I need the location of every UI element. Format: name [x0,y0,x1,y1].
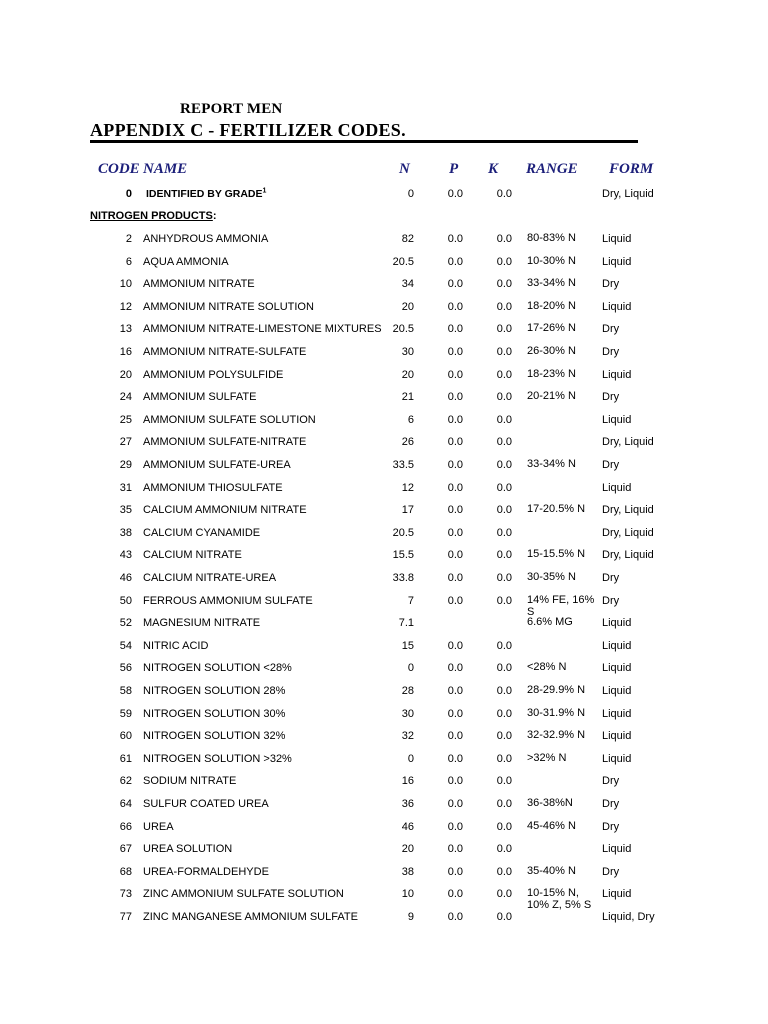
row-p: 0.0 [447,323,463,335]
row-k: 0.0 [496,685,512,697]
row-name: AMMONIUM NITRATE-LIMESTONE MIXTURES [143,323,382,335]
row-name: NITROGEN SOLUTION >32% [143,753,292,765]
row-form: Liquid [602,256,632,268]
row-form: Liquid [602,730,632,742]
row-k: 0.0 [496,595,512,607]
row-name: NITRIC ACID [143,640,209,652]
row-form: Liquid, Dry [602,911,655,923]
row-form: Dry [602,459,620,471]
row-form: Liquid [602,482,632,494]
row-n: 20.5 [392,323,414,335]
row-n: 21 [401,391,414,403]
table-row [0,865,768,885]
row-p: 0.0 [447,369,463,381]
row-k: 0.0 [496,346,512,358]
row-range: 18-23% N [527,368,576,380]
table-row [0,684,768,704]
column-header-range: RANGE [526,161,578,177]
row-p: 0.0 [447,233,463,245]
row-k: 0.0 [496,527,512,539]
table-row [0,277,768,297]
row-form: Dry [602,346,620,358]
row-n: 46 [401,821,414,833]
table-row [0,797,768,817]
row-p: 0.0 [447,436,463,448]
row-n: 33.8 [392,572,414,584]
row-k: 0.0 [496,798,512,810]
row-name: CALCIUM NITRATE-UREA [143,572,277,584]
table-row [0,413,768,433]
row-name: ANHYDROUS AMMONIA [143,233,269,245]
row-name: AMMONIUM SULFATE-NITRATE [143,436,307,448]
row-n: 12 [401,482,414,494]
row-n: 17 [401,504,414,516]
row-name: AMMONIUM SULFATE SOLUTION [143,414,316,426]
table-row [0,594,768,618]
row-name: CALCIUM CYANAMIDE [143,527,261,539]
row-name: SULFUR COATED UREA [143,798,269,810]
row-n: 15.5 [392,549,414,561]
row-range: 17-26% N [527,322,576,334]
row-n: 30 [401,346,414,358]
table-row [0,368,768,388]
row-k: 0.0 [496,504,512,516]
row-form: Liquid [602,888,632,900]
row-k: 0.0 [496,369,512,381]
row-code: 54 [119,640,132,652]
row-p: 0.0 [447,798,463,810]
table-row [0,503,768,523]
row-form: Dry [602,278,620,290]
row-n: 33.5 [392,459,414,471]
row-n: 7 [407,595,414,607]
row-k: 0.0 [496,256,512,268]
row-form: Dry, Liquid [602,504,654,516]
row-code: 27 [119,436,132,448]
footnote-marker: 1 [262,187,267,195]
row-range: 45-46% N [527,820,576,832]
row-name: AMMONIUM SULFATE-UREA [143,459,291,471]
row-range: 18-20% N [527,300,576,312]
table-row [0,661,768,681]
row-code: 56 [119,662,132,674]
row-p: 0.0 [447,730,463,742]
row-name: ZINC AMMONIUM SULFATE SOLUTION [143,888,344,900]
table-row [0,458,768,478]
row-k: 0.0 [496,572,512,584]
row-k: 0.0 [496,301,512,313]
row-n: 36 [401,798,414,810]
row-k: 0.0 [496,866,512,878]
row-k: 0.0 [496,708,512,720]
row-n: 10 [401,888,414,900]
row-p: 0.0 [447,346,463,358]
row-n: 20 [401,843,414,855]
table-row [0,548,768,568]
row-p: 0.0 [447,459,463,471]
row-code: 67 [119,843,132,855]
row-p: 0.0 [447,301,463,313]
row-k: 0.0 [496,775,512,787]
row-name: AMMONIUM NITRATE SOLUTION [143,301,314,313]
row-n: 34 [401,278,414,290]
row-code: 24 [119,391,132,403]
row-p: 0.0 [447,775,463,787]
row-code: 66 [119,821,132,833]
row-p: 0.0 [447,256,463,268]
row-code: 6 [125,256,132,268]
row-range: 10-30% N [527,255,576,267]
row-code: 35 [119,504,132,516]
row-k: 0.0 [496,436,512,448]
row-p: 0.0 [447,278,463,290]
table-row [0,390,768,410]
column-header-k: K [488,161,499,177]
row-range: 20-21% N [527,390,576,402]
row-k: 0.0 [496,662,512,674]
row-n: 28 [401,685,414,697]
row-k: 0.0 [496,888,512,900]
row-form: Dry, Liquid [602,527,654,539]
row-form: Dry [602,866,620,878]
row-k: 0.0 [496,278,512,290]
row-p: 0.0 [447,549,463,561]
row-code: 62 [119,775,132,787]
row-p: 0.0 [447,866,463,878]
row-name: CALCIUM AMMONIUM NITRATE [143,504,307,516]
page-title: APPENDIX C - FERTILIZER CODES. [90,120,406,140]
table-row [0,345,768,365]
table-row [0,752,768,772]
row-code: 16 [119,346,132,358]
row-p: 0.0 [447,753,463,765]
table-row [0,481,768,501]
row-range: 6.6% MG [527,616,573,628]
row-name: AQUA AMMONIA [143,256,229,268]
row-code: 68 [119,866,132,878]
row-k: 0.0 [496,730,512,742]
row-range: 14% FE, 16% S [527,594,595,618]
table-row [0,842,768,862]
row-name: AMMONIUM NITRATE-SULFATE [143,346,307,358]
row-p: 0.0 [447,821,463,833]
row-form: Dry [602,572,620,584]
row-name: AMMONIUM SULFATE [143,391,257,403]
row-range: 33-34% N [527,458,576,470]
row-code: 2 [125,233,132,245]
row-k: 0.0 [496,640,512,652]
row-code: 25 [119,414,132,426]
row-form: Dry [602,821,620,833]
grade-form: Dry, Liquid [602,188,654,200]
row-k: 0.0 [496,482,512,494]
table-row [0,707,768,727]
table-row [0,255,768,275]
row-name: CALCIUM NITRATE [143,549,242,561]
row-code: 58 [119,685,132,697]
row-code: 64 [119,798,132,810]
row-code: 61 [119,753,132,765]
row-code: 29 [119,459,132,471]
row-n: 32 [401,730,414,742]
row-name: AMMONIUM THIOSULFATE [143,482,283,494]
row-range: 15-15.5% N [527,548,586,560]
row-name: NITROGEN SOLUTION 30% [143,708,286,720]
row-n: 20 [401,301,414,313]
row-range: 30-31.9% N [527,707,586,719]
section-heading-nitrogen [90,210,217,222]
row-name: UREA SOLUTION [143,843,233,855]
row-name: SODIUM NITRATE [143,775,237,787]
grade-name-text: IDENTIFIED BY GRADE [146,188,263,200]
row-form: Liquid [602,685,632,697]
row-name: FERROUS AMMONIUM SULFATE [143,595,313,607]
grade-name [146,187,266,201]
row-n: 20 [401,369,414,381]
row-n: 30 [401,708,414,720]
row-name: ZINC MANGANESE AMMONIUM SULFATE [143,911,358,923]
row-range: 26-30% N [527,345,576,357]
table-row [0,910,768,930]
row-code: 59 [119,708,132,720]
table-row [0,300,768,320]
row-form: Liquid [602,843,632,855]
section-suffix: : [212,210,217,222]
row-n: 20.5 [392,256,414,268]
column-header-n: N [399,161,410,177]
table-row [0,435,768,455]
table-row [0,820,768,840]
row-n: 7.1 [398,617,414,629]
row-n: 15 [401,640,414,652]
report-subtitle: REPORT MEN [180,101,283,117]
section-label: NITROGEN PRODUCTS [90,210,213,222]
row-name: NITROGEN SOLUTION 32% [143,730,286,742]
row-code: 43 [119,549,132,561]
row-range: 33-34% N [527,277,576,289]
row-form: Liquid [602,233,632,245]
row-code: 38 [119,527,132,539]
row-k: 0.0 [496,753,512,765]
row-p: 0.0 [447,911,463,923]
row-n: 26 [401,436,414,448]
column-header-form: FORM [609,161,654,177]
row-n: 6 [407,414,414,426]
row-k: 0.0 [496,911,512,923]
row-k: 0.0 [496,549,512,561]
row-p: 0.0 [447,414,463,426]
row-range: <28% N [527,661,567,673]
row-p: 0.0 [447,391,463,403]
row-p: 0.0 [447,527,463,539]
row-range: 28-29.9% N [527,684,586,696]
row-form: Dry [602,391,620,403]
row-p: 0.0 [447,572,463,584]
grade-row [0,187,768,207]
table-row [0,232,768,252]
title-divider [90,140,638,143]
row-p: 0.0 [447,708,463,720]
row-name: NITROGEN SOLUTION 28% [143,685,286,697]
table-row [0,887,768,911]
grade-n: 0 [407,188,414,200]
row-form: Liquid [602,414,632,426]
row-form: Liquid [602,662,632,674]
row-form: Dry [602,323,620,335]
row-form: Liquid [602,301,632,313]
table-row [0,639,768,659]
row-name: AMMONIUM NITRATE [143,278,255,290]
row-form: Dry [602,775,620,787]
row-p: 0.0 [447,504,463,516]
row-k: 0.0 [496,459,512,471]
row-p: 0.0 [447,685,463,697]
row-range: 30-35% N [527,571,576,583]
row-range: 35-40% N [527,865,576,877]
row-code: 12 [119,301,132,313]
column-header-p: P [449,161,459,177]
row-name: AMMONIUM POLYSULFIDE [143,369,284,381]
row-n: 9 [407,911,414,923]
row-code: 60 [119,730,132,742]
row-code: 46 [119,572,132,584]
row-range: 32-32.9% N [527,729,586,741]
row-code: 31 [119,482,132,494]
grade-code: 0 [125,188,132,200]
row-range: >32% N [527,752,567,764]
row-n: 82 [401,233,414,245]
row-range: 17-20.5% N [527,503,586,515]
row-name: UREA [143,821,174,833]
row-p: 0.0 [447,843,463,855]
row-code: 13 [119,323,132,335]
row-code: 50 [119,595,132,607]
table-row [0,729,768,749]
row-range: 36-38%N [527,797,573,809]
row-k: 0.0 [496,821,512,833]
row-p: 0.0 [447,595,463,607]
table-row [0,616,768,636]
row-range: 10-15% N, 10% Z, 5% S [527,887,592,911]
row-n: 0 [407,662,414,674]
row-form: Dry, Liquid [602,436,654,448]
column-header-code: CODE [98,161,140,177]
row-p: 0.0 [447,640,463,652]
row-n: 38 [401,866,414,878]
row-code: 77 [119,911,132,923]
table-row [0,774,768,794]
row-p: 0.0 [447,482,463,494]
row-p: 0.0 [447,662,463,674]
row-form: Liquid [602,369,632,381]
row-n: 16 [401,775,414,787]
row-name: UREA-FORMALDEHYDE [143,866,269,878]
row-n: 20.5 [392,527,414,539]
row-form: Liquid [602,640,632,652]
row-k: 0.0 [496,233,512,245]
row-form: Dry [602,798,620,810]
row-code: 20 [119,369,132,381]
grade-p: 0.0 [447,188,463,200]
row-form: Dry, Liquid [602,549,654,561]
row-k: 0.0 [496,391,512,403]
row-p: 0.0 [447,888,463,900]
row-code: 73 [119,888,132,900]
row-k: 0.0 [496,323,512,335]
column-header-name: NAME [143,161,188,177]
row-code: 52 [119,617,132,629]
row-code: 10 [119,278,132,290]
row-form: Liquid [602,753,632,765]
row-name: MAGNESIUM NITRATE [143,617,261,629]
table-row [0,526,768,546]
row-range: 80-83% N [527,232,576,244]
row-form: Liquid [602,617,632,629]
grade-k: 0.0 [496,188,512,200]
table-row [0,322,768,342]
row-form: Liquid [602,708,632,720]
row-form: Dry [602,595,620,607]
row-name: NITROGEN SOLUTION <28% [143,662,292,674]
row-k: 0.0 [496,414,512,426]
row-n: 0 [407,753,414,765]
table-row [0,571,768,591]
row-k: 0.0 [496,843,512,855]
